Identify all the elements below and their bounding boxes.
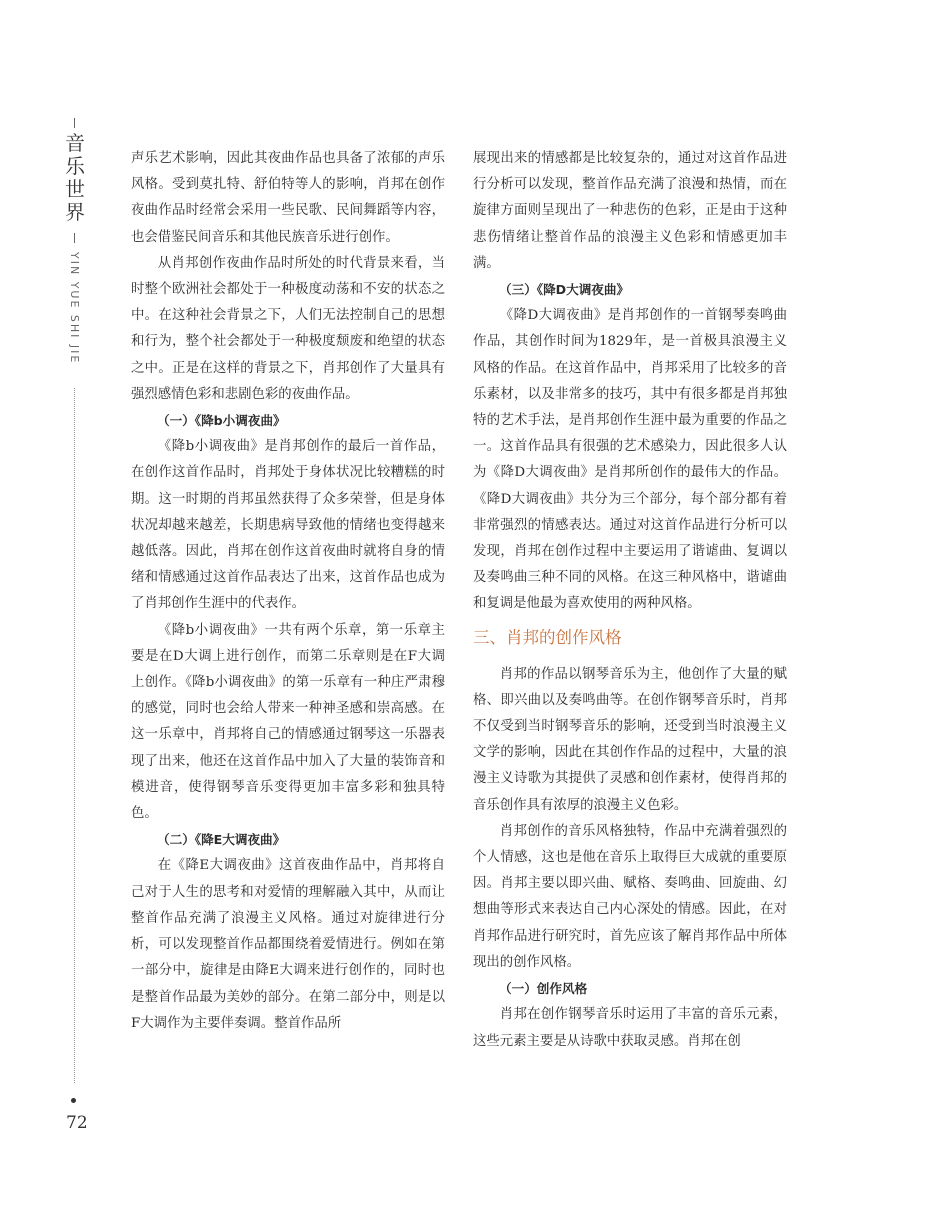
side-rail [60,118,100,1148]
subheading: （一）《降b小调夜曲》 [157,413,286,429]
paragraph: 肖邦的作品以钢琴音乐为主，他创作了大量的赋格、即兴曲以及奏鸣曲等。在创作钢琴音乐时，肖邦不仅受到当时钢琴音乐的影响，还受到当时浪漫主义文学的影响，因此在其创作作品的过程中，大量的浪漫主义诗歌为其提供了灵感和创作素材，使得肖邦的音乐创作具有浓厚的浪漫主义色彩。 [473,666,787,813]
right-column [473,146,787,1055]
paragraph: 肖邦创作的音乐风格独特，作品中充满着强烈的个人情感，这也是他在音乐上取得巨大成就的重要原因。肖邦主要以即兴曲、赋格、奏鸣曲、回旋曲、幻想曲等形式来表达自己内心深处的情感。因此，在对肖邦作品进行研究时，首先应该了解肖邦作品中所体现出的创作风格。 [473,823,787,970]
magazine-name: 音乐世界 [65,131,85,224]
paragraph: 在《降E大调夜曲》这首夜曲作品中，肖邦将自己对于人生的思考和对爱情的理解融入其中，从而让整首作品充满了浪漫主义风格。通过对旋律进行分析，可以发现整首作品都围绕着爱情进行。例如在第一部分中，旋律是由降E大调来进行创作的，同时也是整首作品最为美妙的部分。在第二部分中，则是以F大调作为主要伴奏调。整首作品所 [131,858,445,1031]
section-heading: 三、肖邦的创作风格 [473,627,622,647]
subheading: （三）《降D大调夜曲》 [499,282,630,298]
paragraph: 声乐艺术影响，因此其夜曲作品也具备了浓郁的声乐风格。受到莫扎特、舒伯特等人的影响，肖邦在创作夜曲作品时经常会采用一些民歌、民间舞蹈等内容，也会借鉴民间音乐和其他民族音乐进行创作。 [131,151,445,245]
paragraph: 从肖邦创作夜曲作品时所处的时代背景来看，当时整个欧洲社会都处于一种极度动荡和不安的状态之中。在这种社会背景之下，人们无法控制自己的思想和行为，整个社会都处于一种极度颓废和绝望的状态之中。正是在这样的背景之下，肖邦创作了大量具有强烈感情色彩和悲剧色彩的夜曲作品。 [131,255,445,402]
paragraph: 《降D大调夜曲》是肖邦创作的一首钢琴奏鸣曲作品，其创作时间为1829年，是一首极具浪漫主义风格的作品。在这首作品中，肖邦采用了比较多的音乐素材，以及非常多的技巧，其中有很多都是肖邦独特的艺术手法，是肖邦创作生涯中最为重要的作品之一。这首作品具有很强的艺术感染力，因此很多人认为《降D大调夜曲》是肖邦所创作的最伟大的作品。《降D大调夜曲》共分为三个部分，每个部分都有着非常强烈的情感表达。通过对这首作品进行分析可以发现，肖邦在创作过程中主要运用了谐谑曲、复调以及奏鸣曲三种不同的风格。在这三种风格中，谐谑曲和复调是他最为喜欢使用的两种风格。 [473,308,787,612]
paragraph: 展现出来的情感都是比较复杂的，通过对这首作品进行分析可以发现，整首作品充满了浪漫和热情，而在旋律方面则呈现出了一种悲伤的色彩，正是由于这种悲伤情绪让整首作品的浪漫主义色彩和情感更加丰满。 [473,151,787,271]
left-column [131,146,445,1037]
magazine-pinyin: YIN YUE SHI JIE [68,252,81,365]
paragraph: 《降b小调夜曲》是肖邦创作的最后一首作品，在创作这首作品时，肖邦处于身体状况比较糟糕的时期。这一时期的肖邦虽然获得了众多荣誉，但是身体状况却越来越差，长期患病导致他的情绪也变得越来越低落。因此，肖邦在创作这首夜曲时就将自身的情绪和情感通过这首作品表达了出来，这首作品也成为了肖邦创作生涯中的代表作。 [131,439,445,612]
paragraph: 《降b小调夜曲》一共有两个乐章，第一乐章主要是在D大调上进行创作，而第二乐章则是在F大调上创作。《降b小调夜曲》的第一乐章有一种庄严肃穆的感觉，同时也会给人带来一种神圣感和崇高感。在这一乐章中，肖邦将自己的情感通过钢琴这一乐器表现了出来，他还在这首作品中加入了大量的装饰音和模进音，使得钢琴音乐变得更加丰富多彩和独具特色。 [131,622,445,822]
dotted-rule [74,388,75,1083]
page-number: 72 [66,1113,88,1133]
paragraph: 肖邦在创作钢琴音乐时运用了丰富的音乐元素，这些元素主要是从诗歌中获取灵感。肖邦在创 [473,1007,787,1049]
rail-divider-middle [74,233,75,243]
bullet-dot [71,1098,76,1103]
subheading: （一）创作风格 [499,981,588,997]
subheading: （二）《降E大调夜曲》 [157,832,286,848]
rail-divider-top [74,118,75,128]
